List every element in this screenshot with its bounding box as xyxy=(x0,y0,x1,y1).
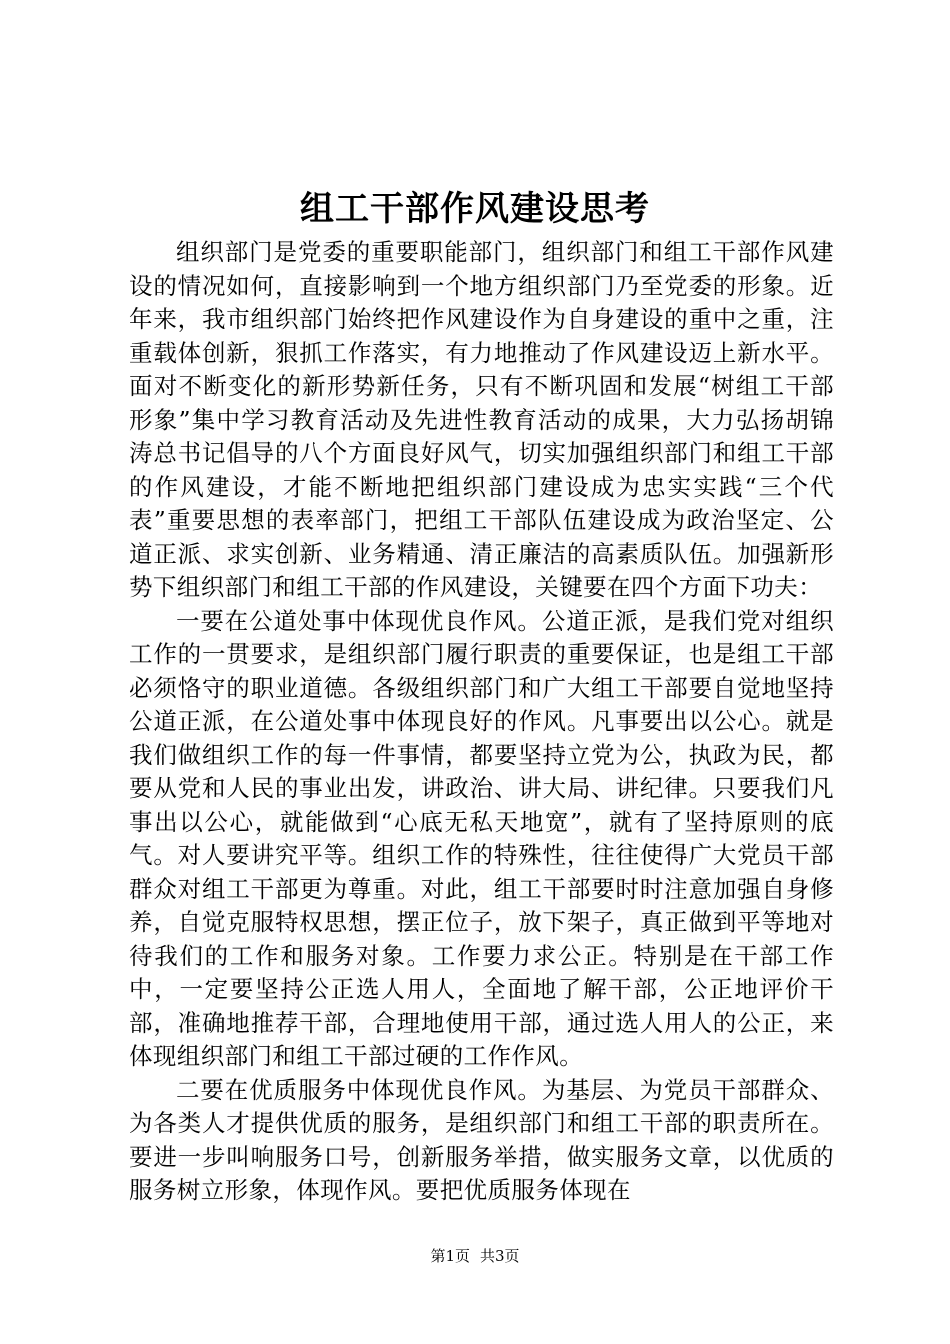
page-footer xyxy=(0,1246,950,1266)
paragraph-intro: 组织部门是党委的重要职能部门，组织部门和组工干部作风建设的情况如何，直接影响到一个地方组织部门乃至党委的形象。近年来，我市组织部门始终把作风建设作为自身建设的重中之重，注重载体创新，狠抓工作落实，有力地推动了作风建设迈上新水平。面对不断变化的新形势新任务，只有不断巩固和发展“树组工干部形象”集中学习教育活动及先进性教育活动的成果，大力弘扬胡锦涛总书记倡导的八个方面良好风气，切实加强组织部门和组工干部的作风建设，才能不断地把组织部门建设成为忠实实践“三个代表”重要思想的表率部门，把组工干部队伍建设成为政治坚定、公道正派、求实创新、业务精通、清正廉洁的高素质队伍。加强新形势下组织部门和组工干部的作风建设，关键要在四个方面下功夫： xyxy=(129,238,834,601)
paragraph-point-one: 一要在公道处事中体现优良作风。公道正派，是我们党对组织工作的一贯要求，是组织部门履行职责的重要保证，也是组工干部必须恪守的职业道德。各级组织部门和广大组工干部要自觉地坚持公道正派，在公道处事中体现良好的作风。凡事要出以公心。就是我们做组织工作的每一件事情，都要坚持立党为公，执政为民，都要从党和人民的事业出发，讲政治、讲大局、讲纪律。只要我们凡事出以公心，就能做到“心底无私天地宽”，就有了坚持原则的底气。对人要讲究平等。组织工作的特殊性，往往使得广大党员干部群众对组工干部更为尊重。对此，组工干部要时时注意加强自身修养，自觉克服特权思想，摆正位子，放下架子，真正做到平等地对待我们的工作和服务对象。工作要力求公正。特别是在干部工作中，一定要坚持公正选人用人，全面地了解干部，公正地评价干部，准确地推荐干部，合理地使用干部，通过选人用人的公正，来体现组织部门和组工干部过硬的工作作风。 xyxy=(129,606,834,1070)
document-title: 组工干部作风建设思考 xyxy=(300,189,650,229)
page-total: 共3页 xyxy=(480,1247,520,1265)
document-body xyxy=(129,236,834,1208)
paragraph-point-two: 二要在优质服务中体现优良作风。为基层、为党员干部群众、为各类人才提供优质的服务，是组织部门和组工干部的职责所在。要进一步叫响服务口号，创新服务举措，做实服务文章，以优质的服务树立形象，体现作风。要把优质服务体现在 xyxy=(129,1075,834,1204)
page-number: 第1页 xyxy=(430,1247,470,1265)
